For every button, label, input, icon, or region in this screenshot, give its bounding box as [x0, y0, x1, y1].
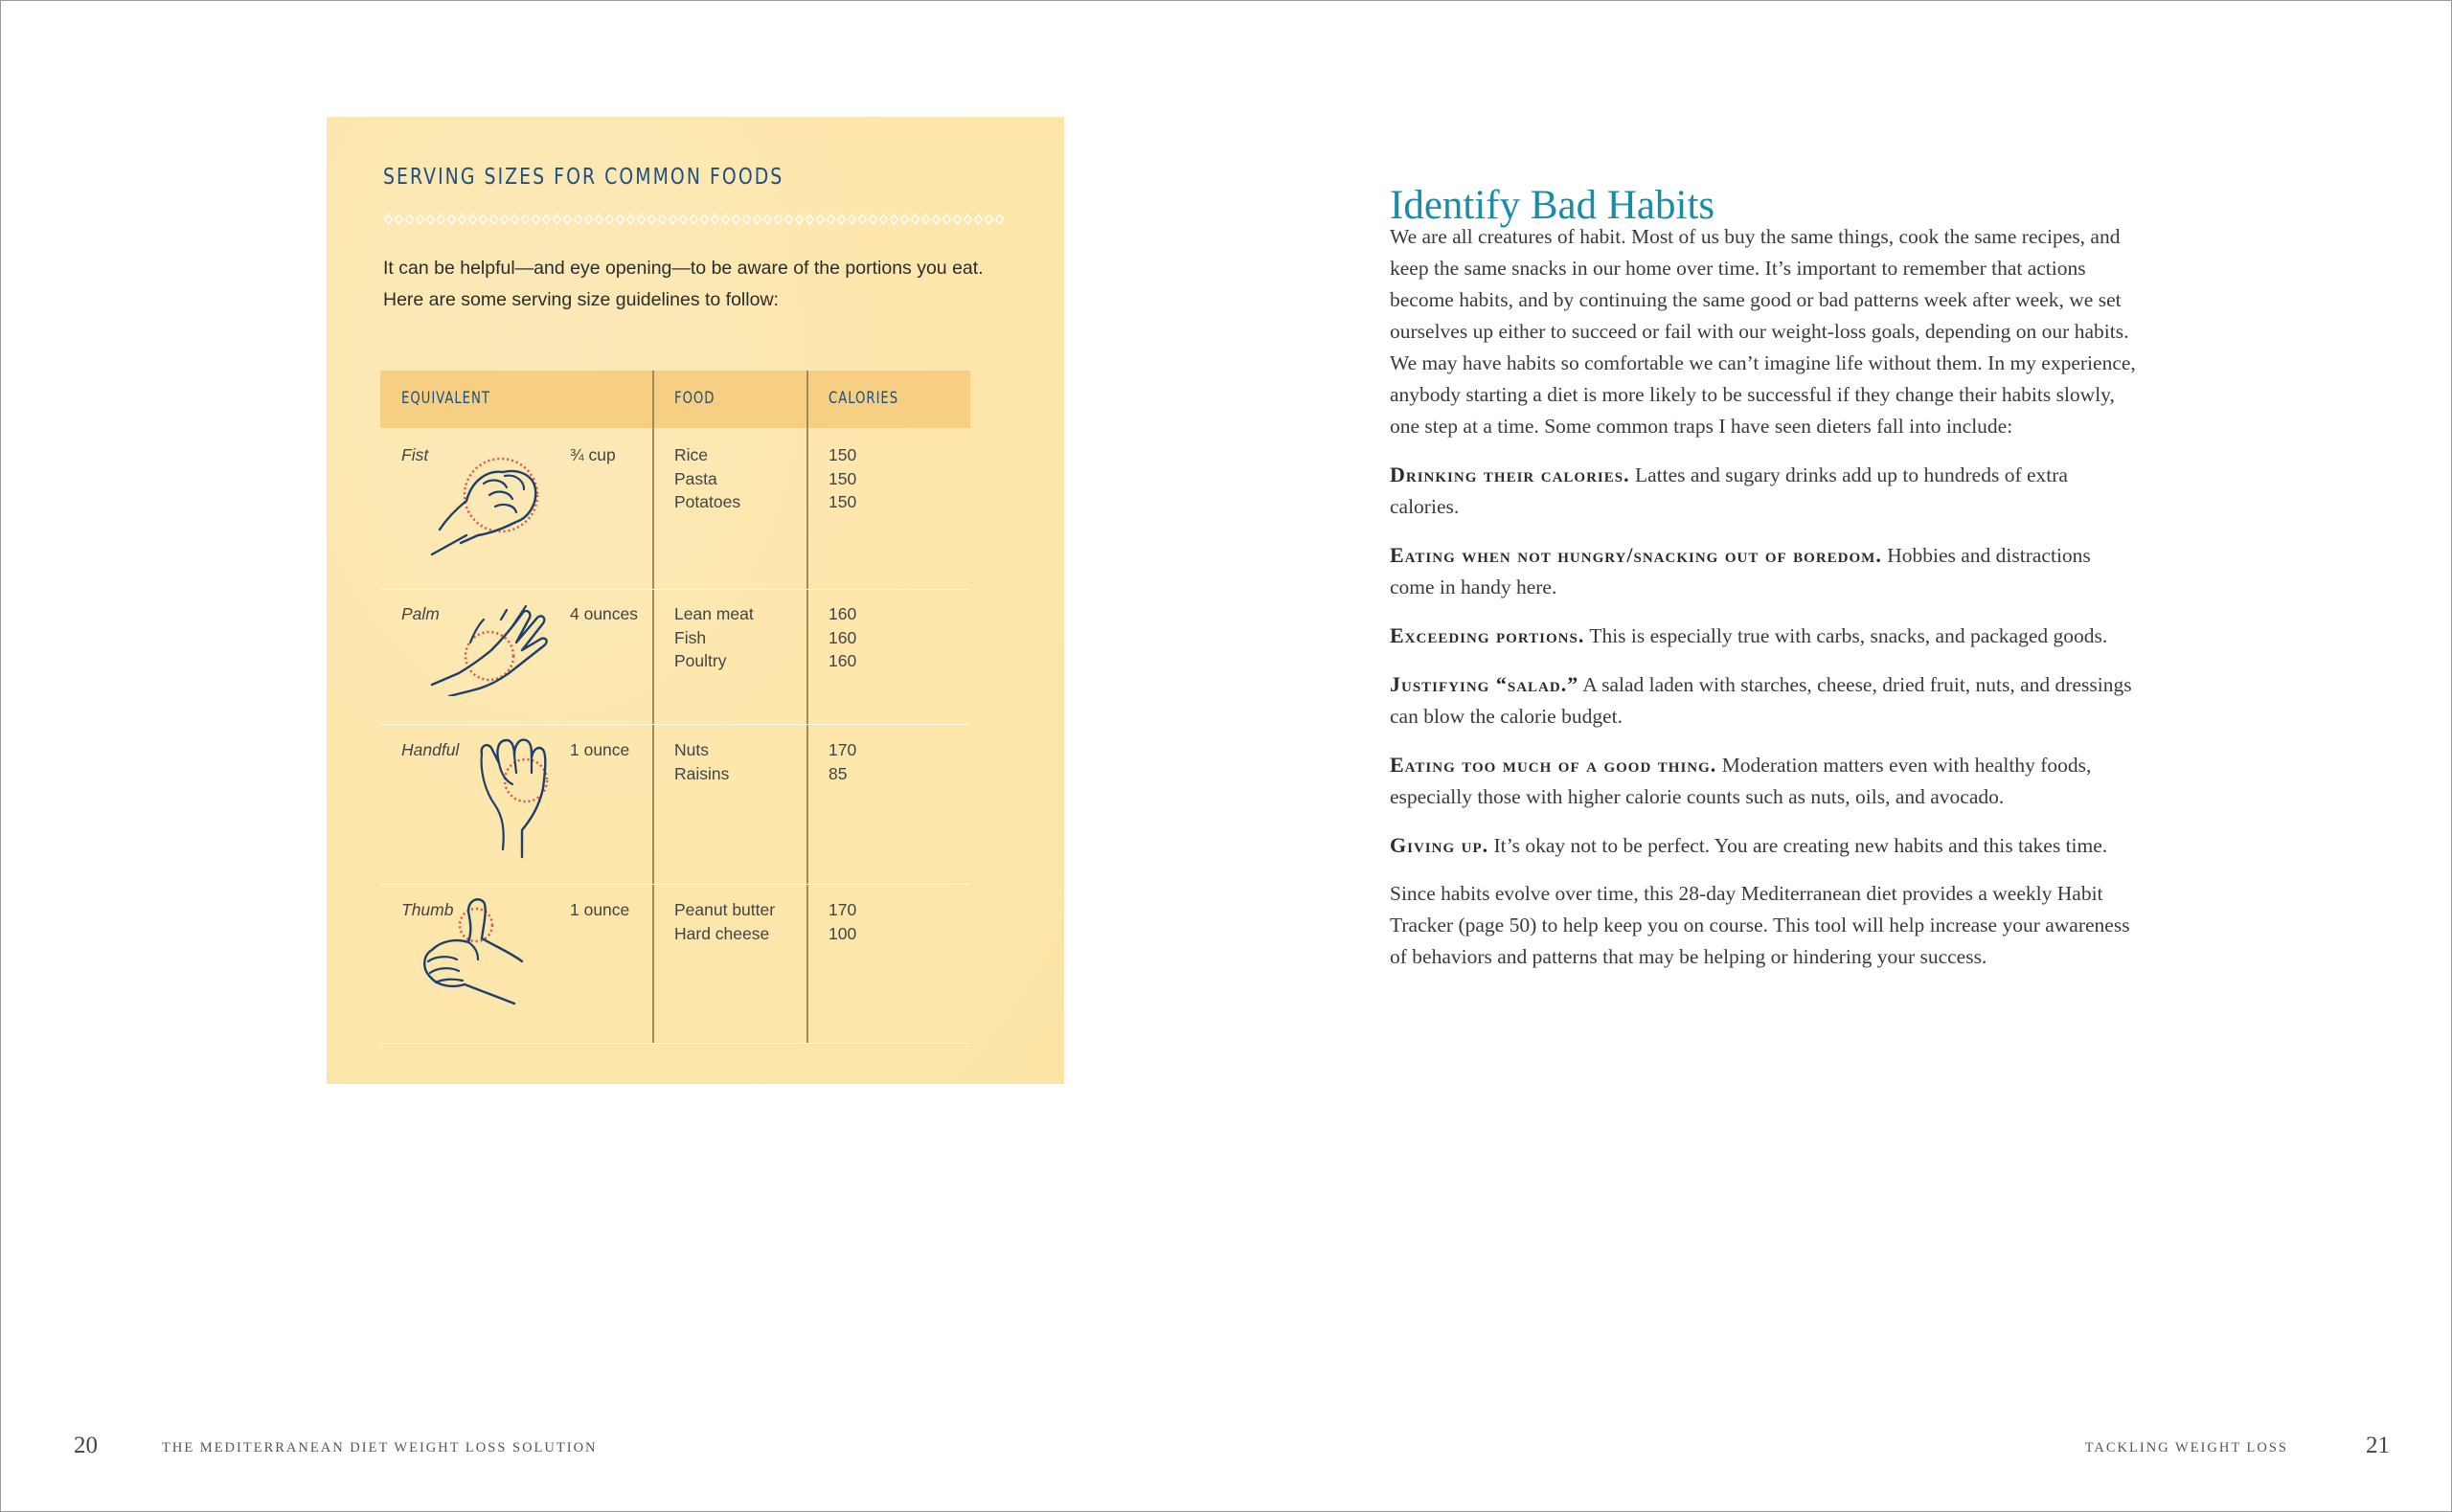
- food-list: [674, 738, 729, 785]
- calorie-list: [829, 602, 856, 673]
- intro-paragraph: We are all creatures of habit. Most of us buy the same things, cook the same recipes, and keep the same snacks in our home over time. It’s important to remember that actions become habits, and by continuing the same good or bad patterns week after week, we set ourselves up either to succeed or fail with our weight-loss goals, depending on our habits. We may have habits so comfortable we can’t imagine life without them. In my experience, anybody starting a diet is more likely to be successful if they change their habits slowly, one step at a time. Some common traps I have seen dieters fall into include:: [1390, 225, 2136, 438]
- trap-lead: Giving up.: [1390, 833, 1489, 857]
- fist-hand-icon: [428, 451, 562, 558]
- trap-text: A salad laden with starches, cheese, dried fruit, nuts, and dressings can blow the calorie budget.: [1390, 673, 2132, 728]
- trap-text: Lattes and sugary drinks add up to hundreds of extra calories.: [1390, 463, 2068, 518]
- trap-paragraph: [1390, 749, 2137, 813]
- header-calories: CALORIES: [829, 389, 899, 408]
- trap-text: This is especially true with carbs, snacks, and packaged goods.: [1584, 624, 2108, 647]
- row-divider: [380, 589, 970, 590]
- calorie-value: 150: [829, 445, 857, 464]
- food-list: [674, 443, 740, 514]
- sidebar-title: SERVING SIZES FOR COMMON FOODS: [383, 165, 784, 190]
- food-item: Raisins: [674, 763, 730, 783]
- amount-label: 1 ounce: [570, 900, 630, 919]
- column-divider: [806, 371, 808, 1044]
- food-item: Nuts: [674, 740, 709, 759]
- food-item: Peanut butter: [674, 900, 776, 919]
- food-list: [674, 898, 775, 945]
- amount-label: 4 ounces: [570, 604, 639, 623]
- trap-lead: Eating too much of a good thing.: [1390, 753, 1717, 777]
- sidebar-intro: It can be helpful—and eye opening—to be aware of the portions you eat. Here are some serving size guidelines to follow:: [383, 258, 984, 310]
- article-body: [1390, 221, 2137, 989]
- handful-hand-icon: [476, 734, 562, 859]
- article-heading: Identify Bad Habits: [1390, 182, 1715, 228]
- header-food: FOOD: [674, 389, 715, 408]
- food-item: Potatoes: [674, 492, 741, 511]
- food-item: Lean meat: [674, 604, 754, 623]
- thumb-hand-icon: [419, 892, 553, 1017]
- row-divider: [380, 724, 970, 725]
- trap-paragraph: [1390, 459, 2137, 523]
- trap-lead: Exceeding portions.: [1390, 623, 1585, 647]
- equivalent-label: Fist: [401, 445, 429, 464]
- calorie-value: 160: [829, 604, 857, 623]
- row-divider: [380, 1043, 970, 1044]
- food-item: Fish: [674, 627, 707, 647]
- calorie-value: 160: [829, 651, 857, 670]
- calorie-value: 170: [829, 900, 857, 919]
- diamond-divider: [383, 212, 1006, 227]
- trap-paragraph: [1390, 829, 2137, 862]
- calorie-list: [829, 738, 856, 785]
- trap-lead: Justifying “salad.”: [1390, 672, 1579, 696]
- food-item: Rice: [674, 445, 709, 464]
- serving-sizes-sidebar: [327, 117, 1064, 1084]
- palm-hand-icon: [430, 600, 555, 696]
- calorie-list: [829, 898, 856, 945]
- row-divider: [380, 884, 970, 885]
- food-item: Pasta: [674, 468, 717, 488]
- calorie-value: 150: [829, 468, 857, 488]
- food-item: Poultry: [674, 651, 727, 670]
- column-divider: [652, 371, 654, 1044]
- calorie-value: 85: [829, 763, 848, 783]
- calorie-value: 160: [829, 627, 857, 647]
- header-equivalent: EQUIVALENT: [401, 389, 490, 408]
- calorie-value: 170: [829, 740, 857, 759]
- table-header: [380, 371, 970, 428]
- amount-label: ¾ cup: [570, 445, 616, 464]
- food-list: [674, 602, 754, 673]
- trap-text: Moderation matters even with healthy foods, especially those with higher calorie counts such as nuts, oils, and avocado.: [1390, 754, 2092, 808]
- trap-text: It’s okay not to be perfect. You are creating new habits and this takes time.: [1488, 834, 2108, 857]
- equivalent-label: Handful: [401, 740, 460, 759]
- food-item: Hard cheese: [674, 923, 770, 943]
- trap-lead: Drinking their calories.: [1390, 463, 1630, 486]
- trap-text: Hobbies and distractions come in handy here.: [1390, 544, 2091, 598]
- left-page-number: 20: [74, 1433, 98, 1458]
- left-running-head: THE MEDITERRANEAN DIET WEIGHT LOSS SOLUTION: [162, 1440, 598, 1456]
- amount-label: 1 ounce: [570, 740, 630, 759]
- right-running-head: TACKLING WEIGHT LOSS: [2084, 1440, 2288, 1456]
- equivalent-label: Thumb: [401, 900, 454, 919]
- trap-paragraph: [1390, 668, 2137, 733]
- equivalent-label: Palm: [401, 604, 440, 623]
- calorie-value: 100: [829, 923, 857, 943]
- calorie-value: 150: [829, 492, 857, 511]
- trap-paragraph: [1390, 620, 2137, 652]
- trap-paragraph: [1390, 539, 2137, 603]
- right-page-number: 21: [2366, 1433, 2390, 1458]
- closing-paragraph: Since habits evolve over time, this 28-day Mediterranean diet provides a weekly Habit Tracker (page 50) to help keep you on course. This tool will help increase your awareness of behaviors and patterns that may be helping or hindering your success.: [1390, 882, 2130, 968]
- calorie-list: [829, 443, 856, 514]
- trap-lead: Eating when not hungry/snacking out of boredom.: [1390, 543, 1882, 567]
